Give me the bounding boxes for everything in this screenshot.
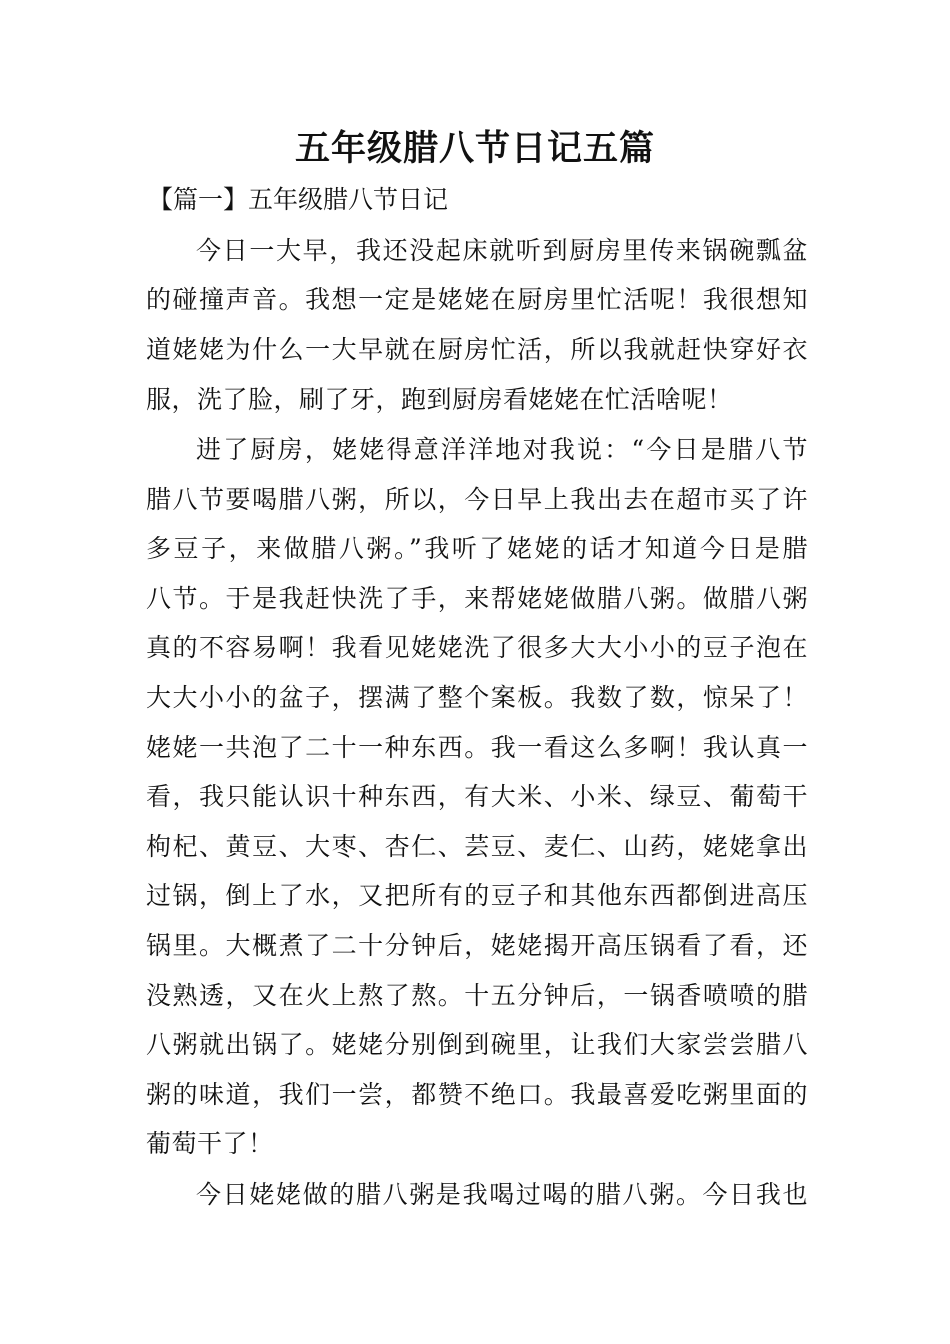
text-line: 粥的味道，我们一尝，都赞不绝口。我最喜爱吃粥里面的 <box>146 1080 808 1109</box>
text-line: 看，我只能认识十种东西，有大米、小米、绿豆、葡萄干 <box>146 782 808 811</box>
text-line: 大大小小的盆子，摆满了整个案板。我数了数，惊呆了！ <box>146 683 808 712</box>
text-line: 道姥姥为什么一大早就在厨房忙活，所以我就赶快穿好衣 <box>146 335 808 364</box>
text-line: 八节。于是我赶快洗了手，来帮姥姥做腊八粥。做腊八粥 <box>146 584 808 613</box>
text-line: 过锅，倒上了水，又把所有的豆子和其他东西都倒进高压 <box>146 881 808 910</box>
section-heading: 【篇一】五年级腊八节日记 <box>148 185 449 214</box>
text-line: 锅里。大概煮了二十分钟后，姥姥揭开高压锅看了看，还 <box>146 931 808 960</box>
text-line: 姥姥一共泡了二十一种东西。我一看这么多啊！我认真一 <box>146 733 808 762</box>
text-line: 八粥就出锅了。姥姥分别倒到碗里，让我们大家尝尝腊八 <box>146 1030 808 1059</box>
document-title: 五年级腊八节日记五篇 <box>294 128 655 169</box>
text-line: 进了厨房，姥姥得意洋洋地对我说：“今日是腊八节 <box>196 435 808 464</box>
text-line: 枸杞、黄豆、大枣、杏仁、芸豆、麦仁、山药，姥姥拿出 <box>146 832 808 861</box>
text-line: 服，洗了脸，刷了牙，跑到厨房看姥姥在忙活啥呢！ <box>146 385 733 414</box>
text-line: 葡萄干了！ <box>146 1129 274 1158</box>
text-line: 没熟透，又在火上熬了熬。十五分钟后，一锅香喷喷的腊 <box>146 981 808 1010</box>
text-line: 今日一大早，我还没起床就听到厨房里传来锅碗瓢盆 <box>196 236 808 265</box>
text-line: 真的不容易啊！我看见姥姥洗了很多大大小小的豆子泡在 <box>146 633 808 662</box>
text-line: 今日姥姥做的腊八粥是我喝过喝的腊八粥。今日我也 <box>196 1180 808 1209</box>
text-line: 腊八节要喝腊八粥，所以，今日早上我出去在超市买了许 <box>146 485 808 514</box>
text-line: 多豆子，来做腊八粥。”我听了姥姥的话才知道今日是腊 <box>146 534 808 563</box>
text-line: 的碰撞声音。我想一定是姥姥在厨房里忙活呢！我很想知 <box>146 285 808 314</box>
